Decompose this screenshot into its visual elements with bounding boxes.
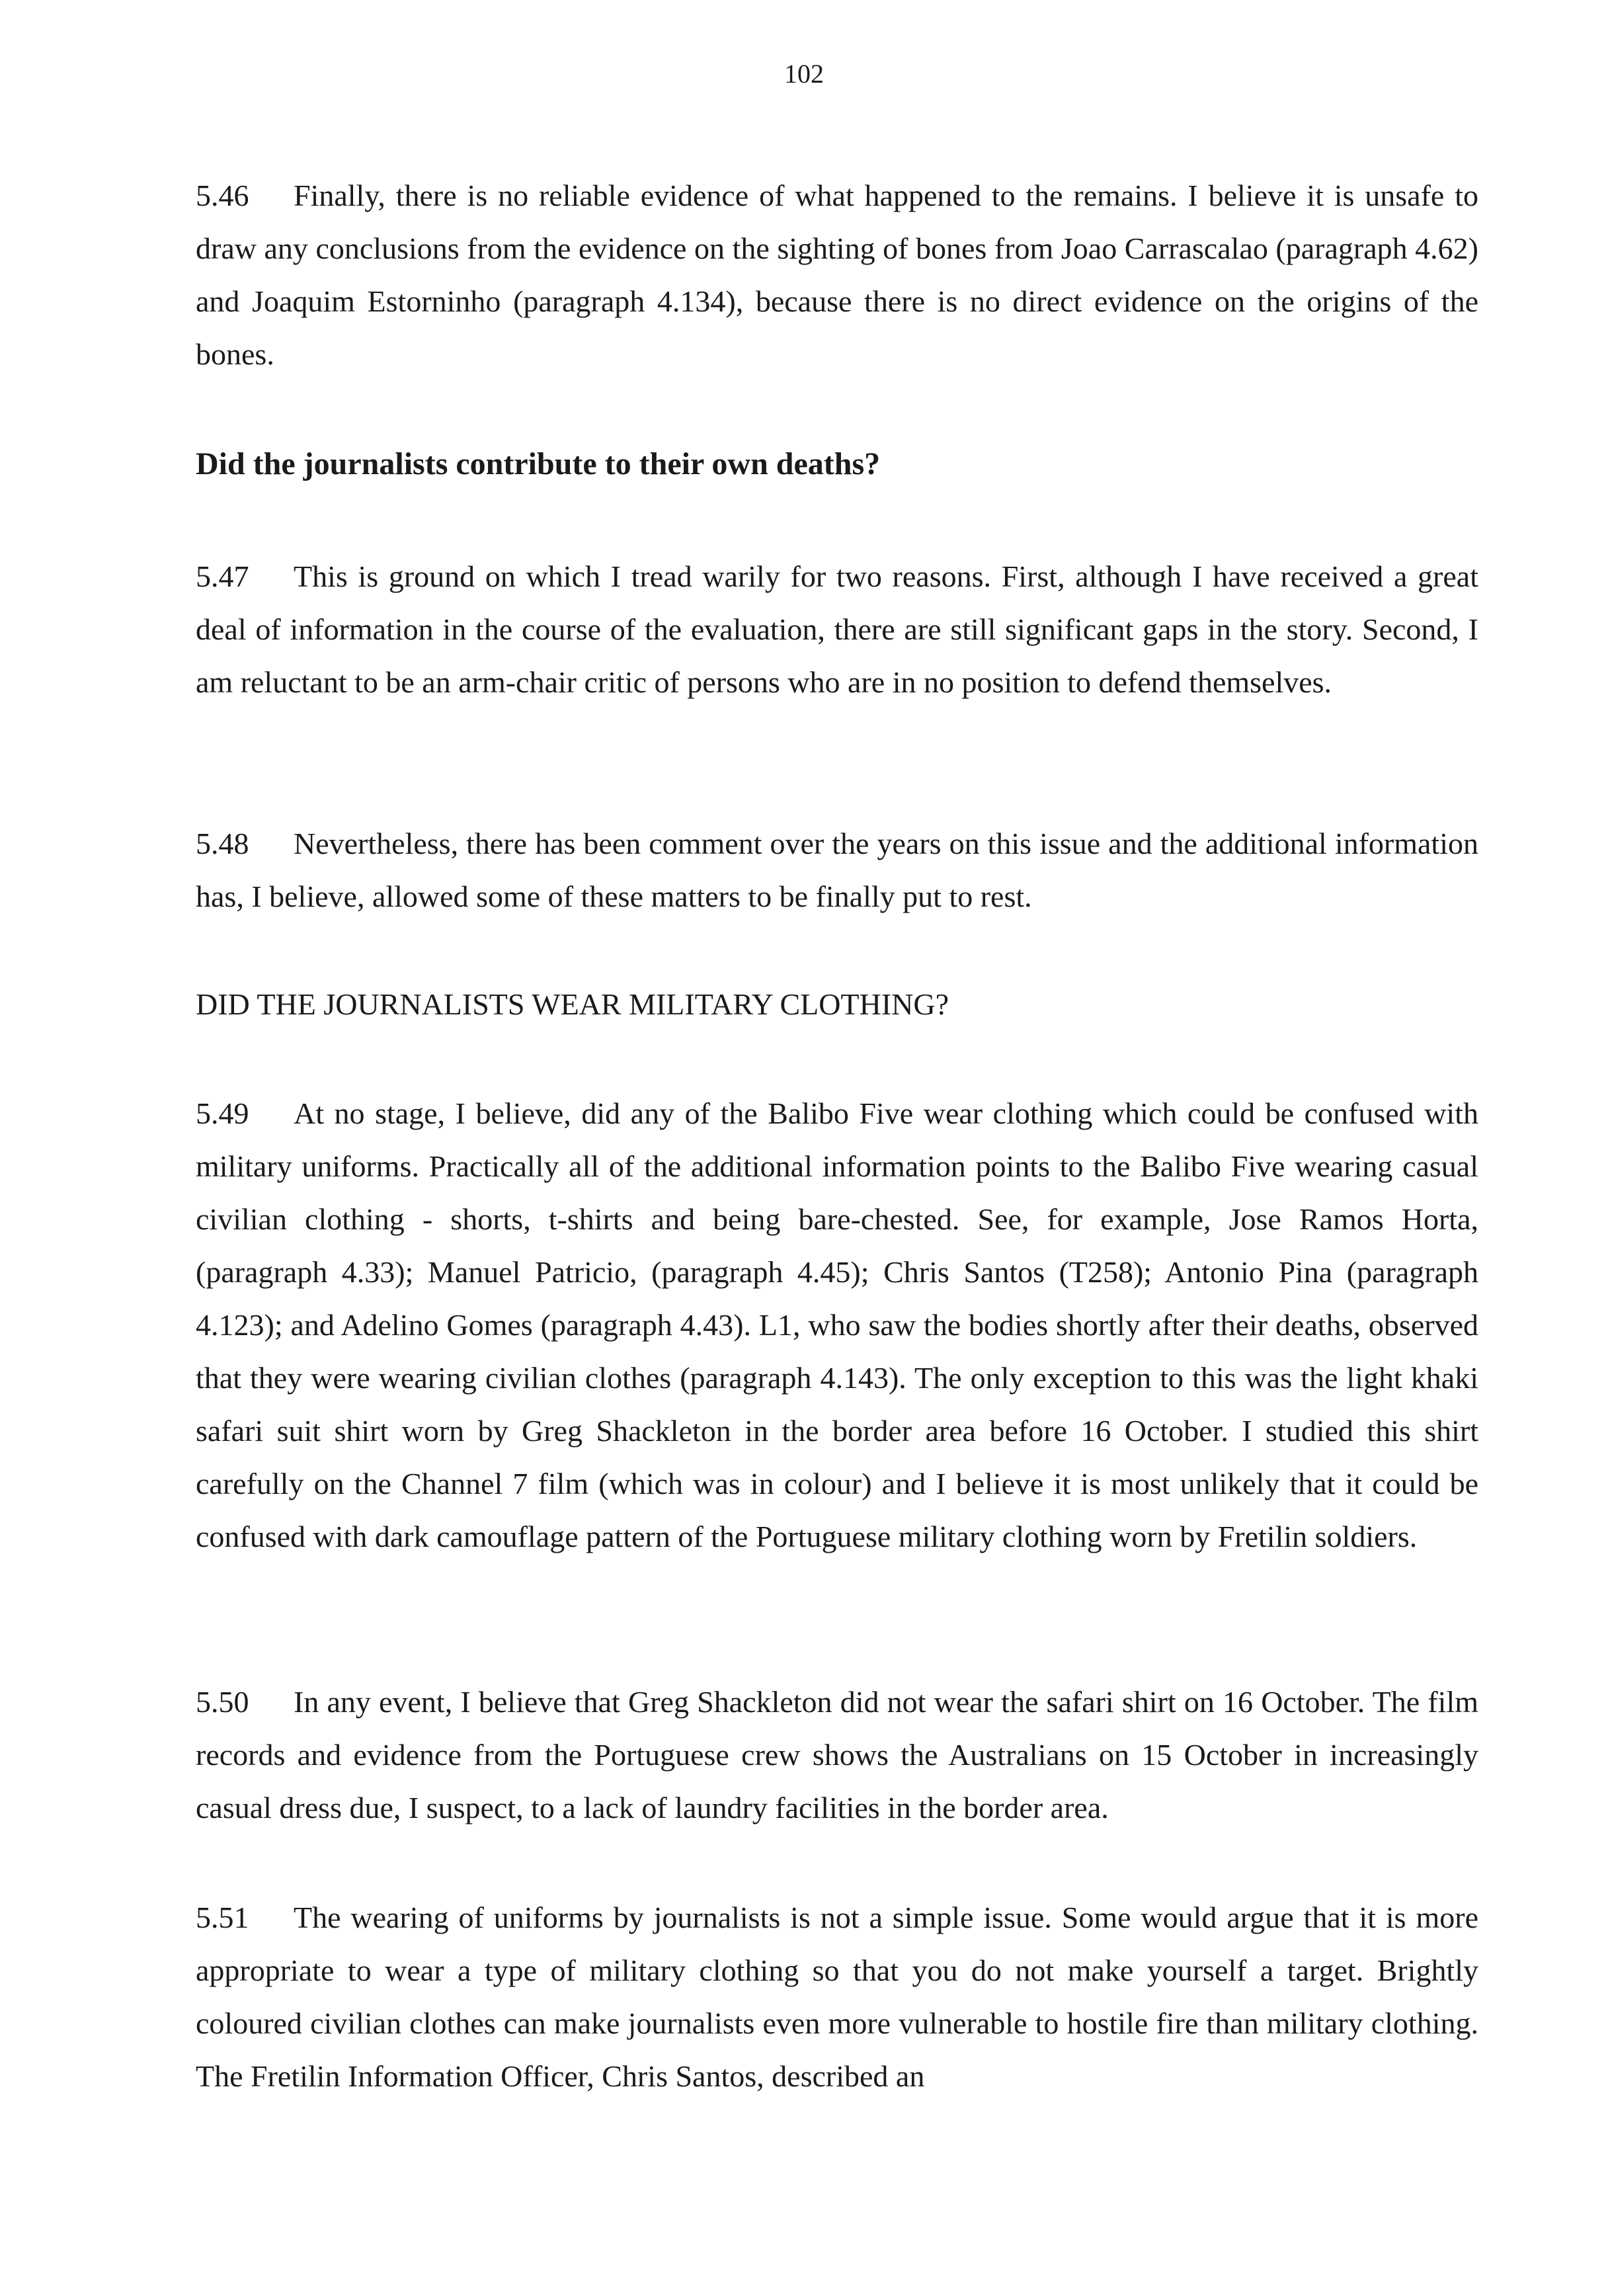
- paragraph-5-50: [196, 1676, 1478, 1834]
- paragraph-number: 5.46: [196, 179, 249, 212]
- paragraph-number: 5.48: [196, 827, 249, 860]
- paragraph-5-48: [196, 817, 1478, 923]
- paragraph-text: In any event, I believe that Greg Shackleton did not wear the safari shirt on 16 October. The film records and evidence from the Portuguese crew shows the Australians on 15 October in increasingly casual dress due, I suspect, to a lack of laundry facilities in the border area.: [196, 1685, 1478, 1824]
- paragraph-number: 5.51: [196, 1901, 249, 1934]
- paragraph-5-46: [196, 169, 1478, 381]
- section-heading: Did the journalists contribute to their own deaths?: [196, 446, 881, 481]
- page-number: 102: [784, 59, 824, 89]
- paragraph-text: This is ground on which I tread warily for two reasons. First, although I have received a great deal of information in the course of the evaluation, there are still significant gaps in the story. Second, I am reluctant to be an arm-chair critic of persons who are in no position to defend themselves.: [196, 559, 1478, 699]
- paragraph-text: Nevertheless, there has been comment over the years on this issue and the additional information has, I believe, allowed some of these matters to be finally put to rest.: [196, 827, 1478, 913]
- paragraph-number: 5.47: [196, 559, 249, 593]
- paragraph-number: 5.49: [196, 1096, 249, 1130]
- paragraph-text: The wearing of uniforms by journalists is not a simple issue. Some would argue that it is more appropriate to wear a type of military clothing so that you do not make yourself a target. Brightly coloured civilian clothes can make journalists even more vulnerable to hostile fire than military clothing. The Fretilin Information Officer, Chris Santos, described an: [196, 1901, 1478, 2093]
- paragraph-5-47: [196, 550, 1478, 709]
- paragraph-text: Finally, there is no reliable evidence of what happened to the remains. I believe it is unsafe to draw any conclusions from the evidence on the sighting of bones from Joao Carrascalao (paragraph 4.62) and Joaquim Estorninho (paragraph 4.134), because there is no direct evidence on the origins of the bones.: [196, 179, 1478, 371]
- paragraph-5-49: [196, 1087, 1478, 1563]
- paragraph-number: 5.50: [196, 1685, 249, 1719]
- paragraph-5-51: [196, 1891, 1478, 2103]
- section-heading-caps: DID THE JOURNALISTS WEAR MILITARY CLOTHING?: [196, 987, 949, 1021]
- paragraph-text: At no stage, I believe, did any of the Balibo Five wear clothing which could be confused with military uniforms. Practically all of the additional information points to the Balibo Five wearing casual civilian clothing - shorts, t-shirts and being bare-chested. See, for example, Jose Ramos Horta, (paragraph 4.33); Manuel Patricio, (paragraph 4.45); Chris Santos (T258); Antonio Pina (paragraph 4.123); and Adelino Gomes (paragraph 4.43). L1, who saw the bodies shortly after their deaths, observed that they were wearing civilian clothes (paragraph 4.143). The only exception to this was the light khaki safari suit shirt worn by Greg Shackleton in the border area before 16 October. I studied this shirt carefully on the Channel 7 film (which was in colour) and I believe it is most unlikely that it could be confused with dark camouflage pattern of the Portuguese military clothing worn by Fretilin soldiers.: [196, 1096, 1478, 1553]
